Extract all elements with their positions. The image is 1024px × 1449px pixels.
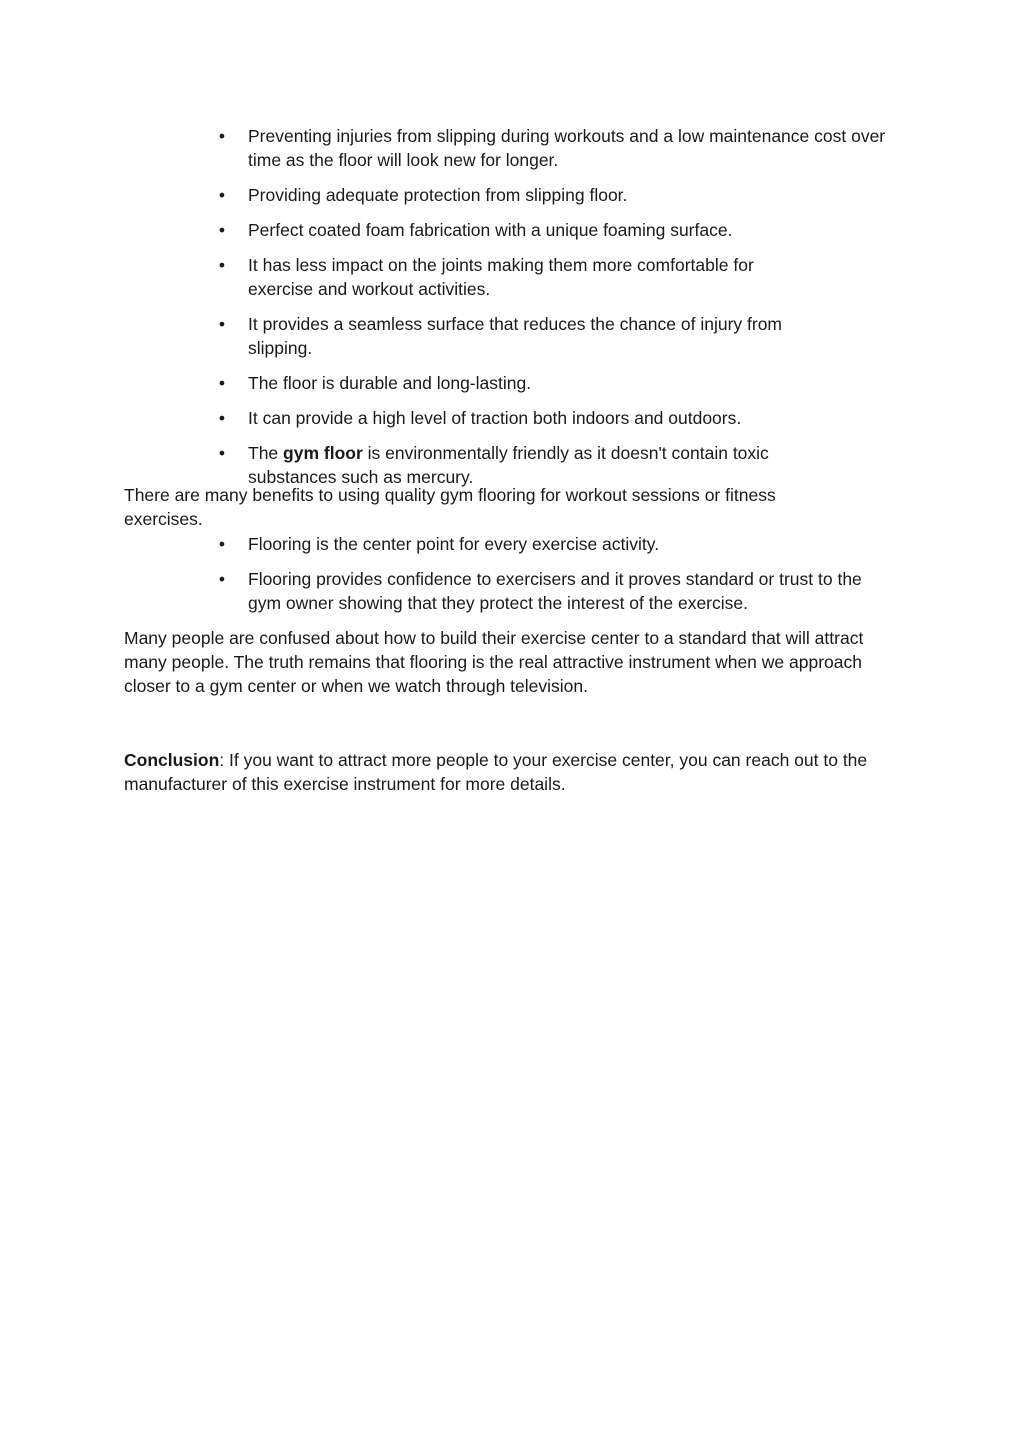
list-item	[210, 406, 910, 430]
list-item	[210, 532, 910, 556]
bullet-icon: •	[218, 126, 226, 146]
list-item-text: It provides a seamless surface that reduces the chance of injury from slipping.	[248, 314, 783, 358]
list-item-text: Preventing injuries from slipping during workouts and a low maintenance cost over time as the floor will look new for longer.	[248, 126, 886, 170]
bullet-icon: •	[218, 569, 226, 589]
list-item	[210, 371, 910, 395]
list-item-text: It has less impact on the joints making them more comfortable for exercise and workout activities.	[248, 255, 754, 299]
list-item-text: The floor is durable and long-lasting.	[248, 373, 532, 393]
list-item	[210, 567, 910, 615]
conclusion-label: Conclusion	[124, 750, 220, 770]
list-item	[210, 183, 910, 207]
list-item-text: Perfect coated foam fabrication with a unique foaming surface.	[248, 220, 733, 240]
conclusion-text: : If you want to attract more people to your exercise center, you can reach out to the manufacturer of this exercise instrument for more details.	[124, 750, 868, 794]
conclusion-paragraph	[124, 748, 884, 796]
gym-floor-keyword: gym floor	[283, 443, 363, 463]
bullet-icon: •	[218, 255, 226, 275]
bullet-icon: •	[218, 373, 226, 393]
bullet-icon: •	[218, 534, 226, 554]
confusion-paragraph: Many people are confused about how to build their exercise center to a standard that will attract many people. The truth remains that flooring is the real attractive instrument when we approach closer to a gym center or when we watch through television.	[124, 628, 864, 696]
bullet-icon: •	[218, 220, 226, 240]
bullet-icon: •	[218, 443, 226, 463]
flooring-bullet-list	[210, 532, 910, 626]
list-item-text: Flooring is the center point for every exercise activity.	[248, 534, 660, 554]
bullet-icon: •	[218, 314, 226, 334]
bullet-icon: •	[218, 408, 226, 428]
benefits-intro-paragraph: There are many benefits to using quality gym flooring for workout sessions or fitness exercises.	[124, 485, 776, 529]
list-item	[210, 124, 910, 172]
list-item-text: Flooring provides confidence to exercisers and it proves standard or trust to the gym owner showing that they protect the interest of the exercise.	[248, 569, 862, 613]
bullet-icon: •	[218, 185, 226, 205]
benefits-bullet-list	[210, 124, 910, 500]
list-item	[210, 253, 910, 301]
list-item	[210, 312, 910, 360]
eco-suffix: is environmentally friendly as it doesn't contain toxic substances such as mercury.	[248, 443, 769, 487]
list-item-eco	[210, 441, 910, 489]
list-item-text: It can provide a high level of traction both indoors and outdoors.	[248, 408, 742, 428]
eco-prefix: The	[248, 443, 284, 463]
list-item	[210, 218, 910, 242]
list-item-text: Providing adequate protection from slipping floor.	[248, 185, 628, 205]
